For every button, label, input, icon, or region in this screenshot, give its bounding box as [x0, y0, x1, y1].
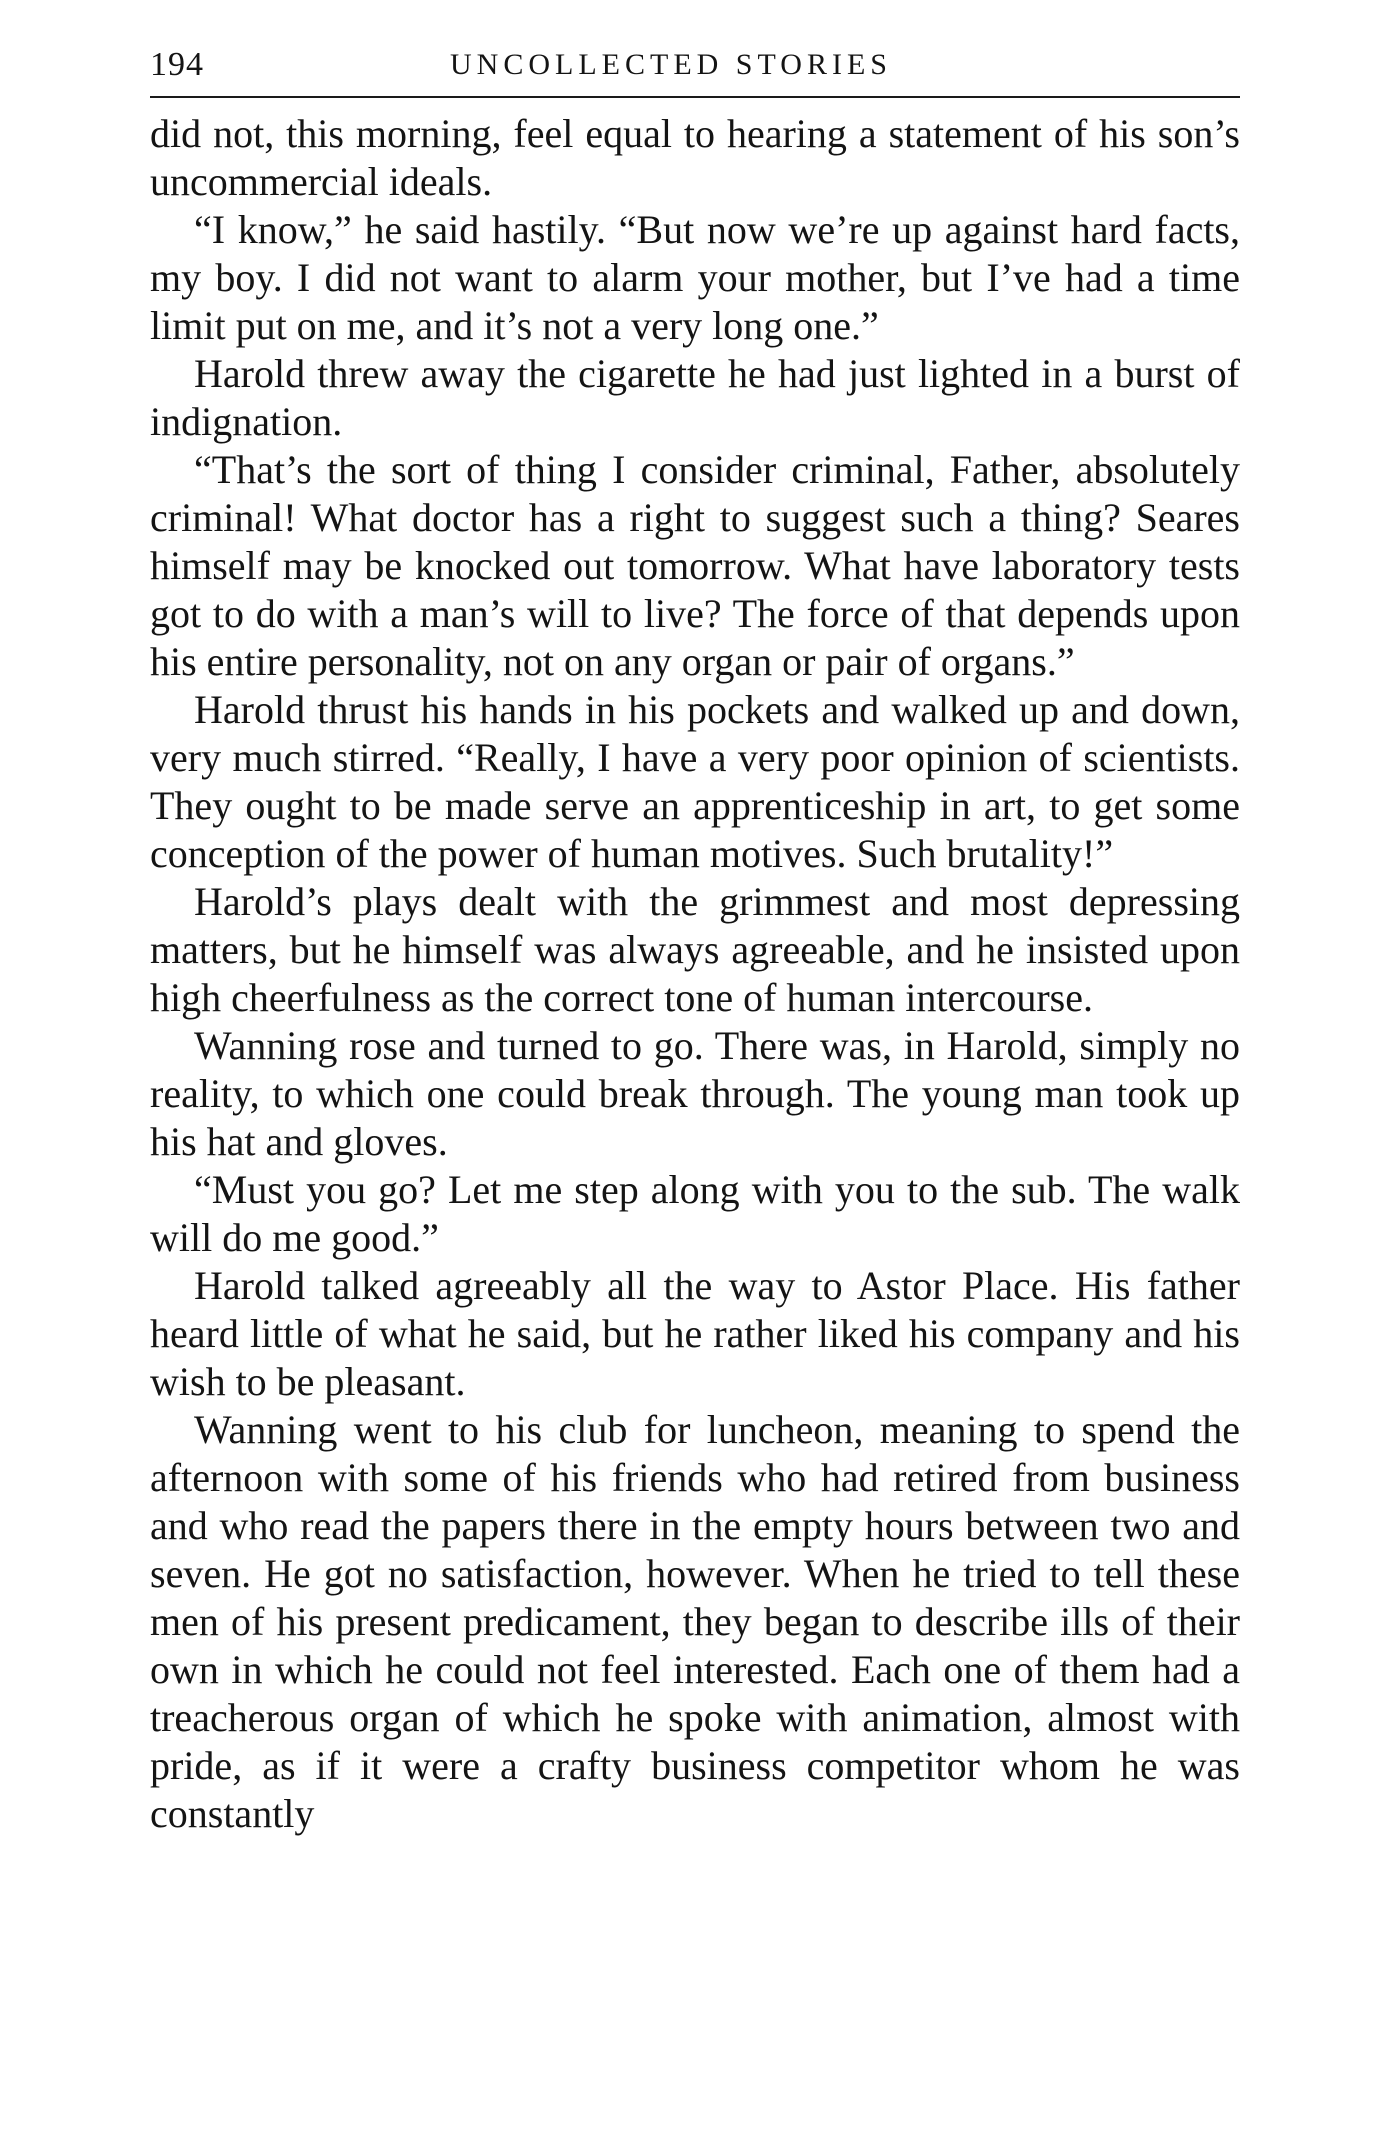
paragraph: Wanning went to his club for luncheon, meaning to spend the afternoon with some of his friends who had retired from business and who read the papers there in the empty hours between two and seven. He got no satisfaction, however. When he tried to tell these men of his present predicament, they began to describe ills of their own in which he could not feel interested. Each one of them had a treacherous organ of which he spoke with animation, almost with pride, as if it were a crafty business competitor whom he was constantly [150, 1407, 1240, 1836]
paragraph: “I know,” he said hastily. “But now we’re up against hard facts, my boy. I did not want to alarm your mother, but I’ve had a time limit put on me, and it’s not a very long one.” [150, 207, 1240, 348]
running-head [150, 40, 1240, 98]
body-text [150, 110, 1240, 1838]
paragraph: Harold’s plays dealt with the grimmest and most depressing matters, but he himself was always agreeable, and he insisted upon high cheerfulness as the correct tone of human intercourse. [150, 879, 1240, 1020]
paragraph: did not, this morning, feel equal to hearing a statement of his son’s uncommercial ideals. [150, 111, 1240, 204]
page-number: 194 [150, 46, 204, 83]
paragraph: “Must you go? Let me step along with you to the sub. The walk will do me good.” [150, 1167, 1240, 1260]
book-page [150, 40, 1240, 1838]
paragraph: “That’s the sort of thing I consider criminal, Father, absolutely criminal! What doctor has a right to suggest such a thing? Seares himself may be knocked out tomorrow. What have laboratory tests got to do with a man’s will to live? The force of that depends upon his entire personality, not on any organ or pair of organs.” [150, 447, 1240, 684]
paragraph: Harold thrust his hands in his pockets and walked up and down, very much stirred. “Really, I have a very poor opinion of scientists. They ought to be made serve an apprenticeship in art, to get some conception of the power of human motives. Such brutality!” [150, 687, 1240, 876]
paragraph: Harold talked agreeably all the way to Astor Place. His father heard little of what he said, but he rather liked his company and his wish to be pleasant. [150, 1263, 1240, 1404]
paragraph: Harold threw away the cigarette he had just lighted in a burst of indignation. [150, 351, 1240, 444]
running-title: UNCOLLECTED STORIES [450, 48, 892, 81]
paragraph: Wanning rose and turned to go. There was, in Harold, simply no reality, to which one could break through. The young man took up his hat and gloves. [150, 1023, 1240, 1164]
